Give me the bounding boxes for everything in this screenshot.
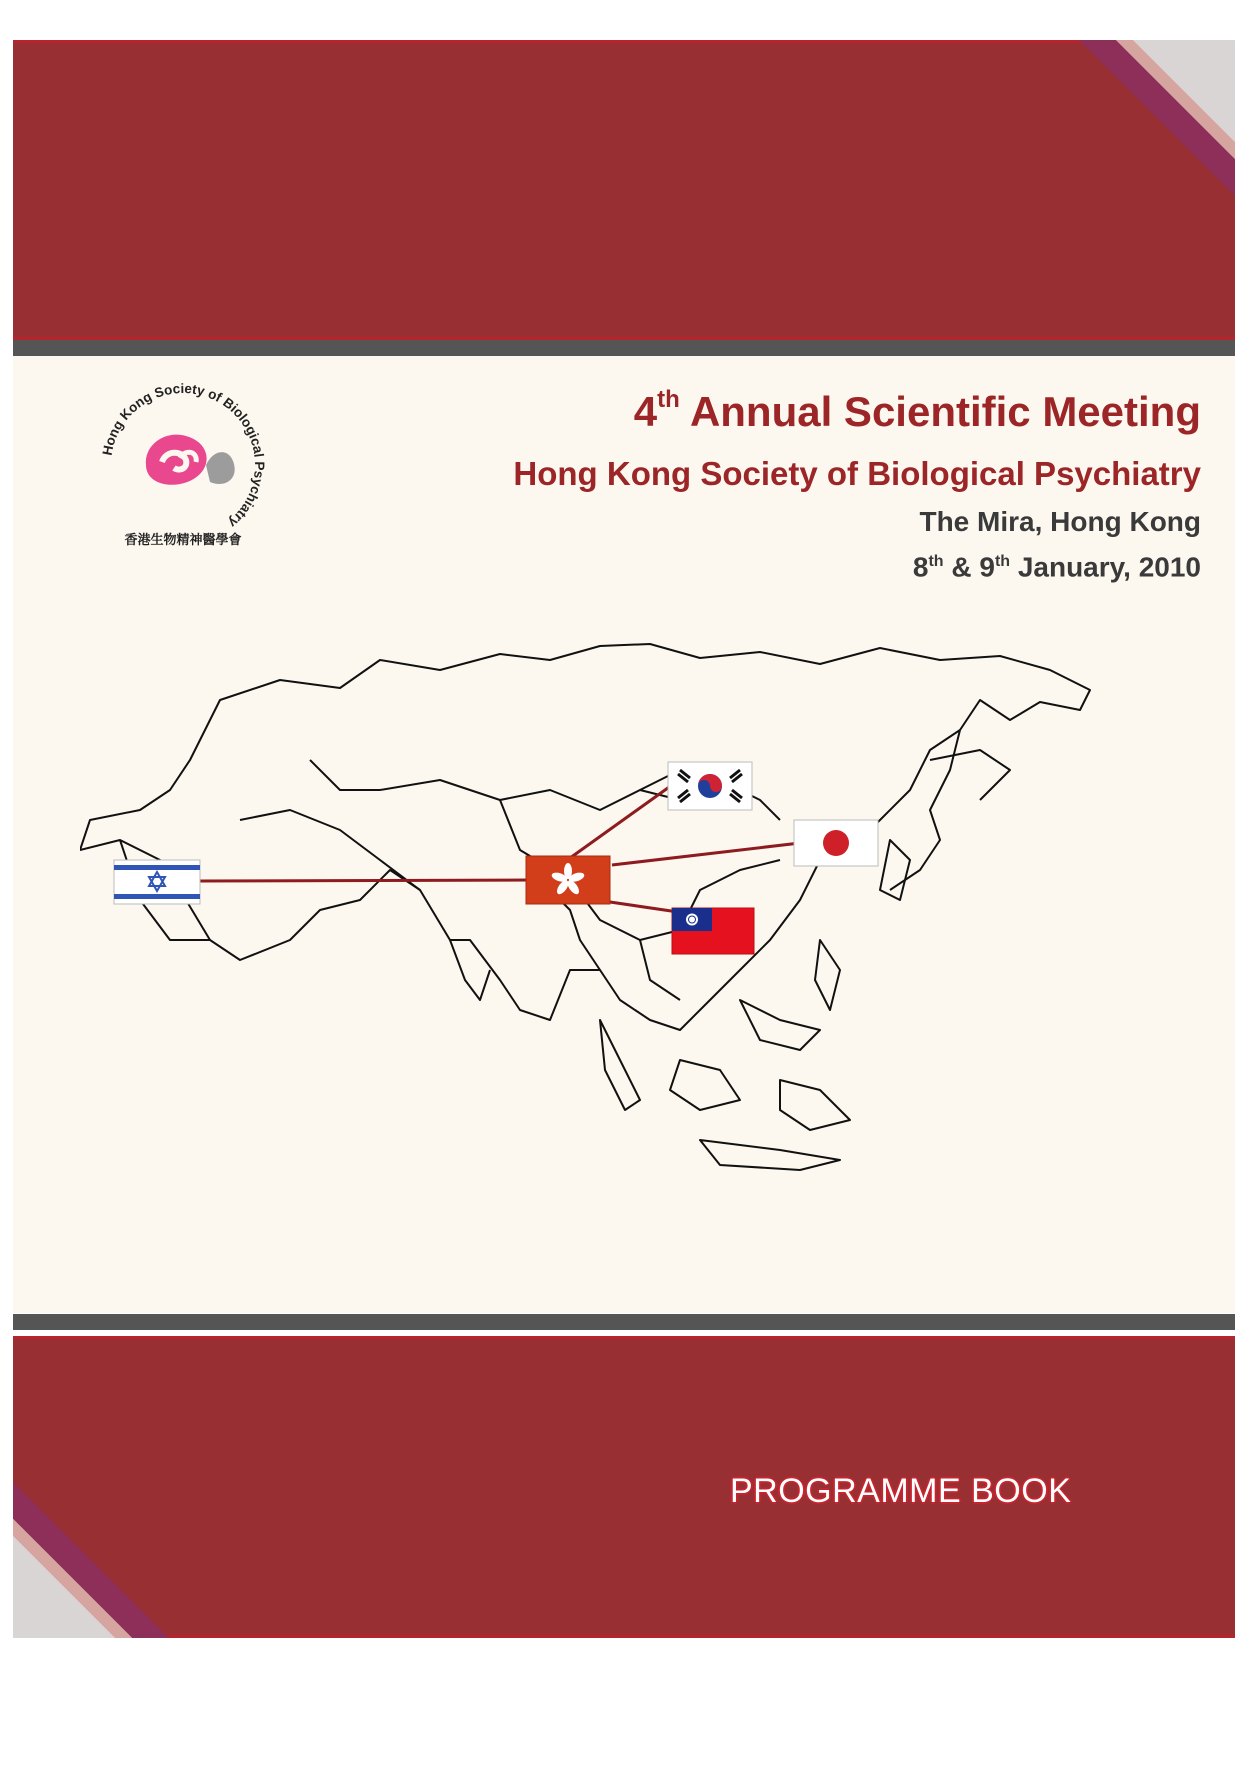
japan-flag (794, 820, 878, 866)
line-korea (570, 785, 672, 858)
meeting-title (513, 378, 1201, 438)
line-taiwan (610, 902, 678, 912)
venue: The Mira, Hong Kong (919, 506, 1201, 537)
date-day1: 8 (912, 551, 929, 583)
south-korea-flag (668, 762, 752, 810)
bottom-banner-edge (13, 1336, 1235, 1339)
date-day2: 9 (979, 551, 995, 583)
meeting-title-text: Annual Scientific Meeting (689, 388, 1201, 435)
date-day1-suffix: th (928, 553, 944, 570)
meeting-title-block (513, 378, 1201, 587)
top-banner (13, 40, 1235, 340)
programme-book-label: PROGRAMME BOOK (730, 1472, 1072, 1510)
line-israel (200, 880, 530, 881)
top-grey-bar (13, 340, 1235, 356)
meeting-date (513, 542, 1201, 587)
logo-chinese-text: 香港生物精神醫學會 (124, 533, 242, 548)
taiwan-flag (672, 908, 754, 954)
asia-map (80, 640, 1220, 1280)
top-banner-edge (13, 40, 1235, 43)
logo-ring-text: Hong Kong Society of Biological Psychiatry (99, 380, 268, 531)
date-day2-suffix: th (994, 553, 1011, 570)
hong-kong-flag (526, 856, 610, 904)
society-logo (88, 370, 278, 560)
ordinal-suffix: th (657, 386, 680, 413)
bottom-grey-bar (13, 1314, 1235, 1330)
date-amp: & (951, 551, 972, 583)
ordinal-number: 4 (633, 388, 658, 435)
israel-flag (114, 860, 200, 904)
society-name: Hong Kong Society of Biological Psychiatry (513, 455, 1201, 492)
date-month-year: January, 2010 (1017, 551, 1201, 583)
bottom-banner-edge-bottom (13, 1635, 1235, 1638)
asia-outline (80, 644, 1090, 1170)
